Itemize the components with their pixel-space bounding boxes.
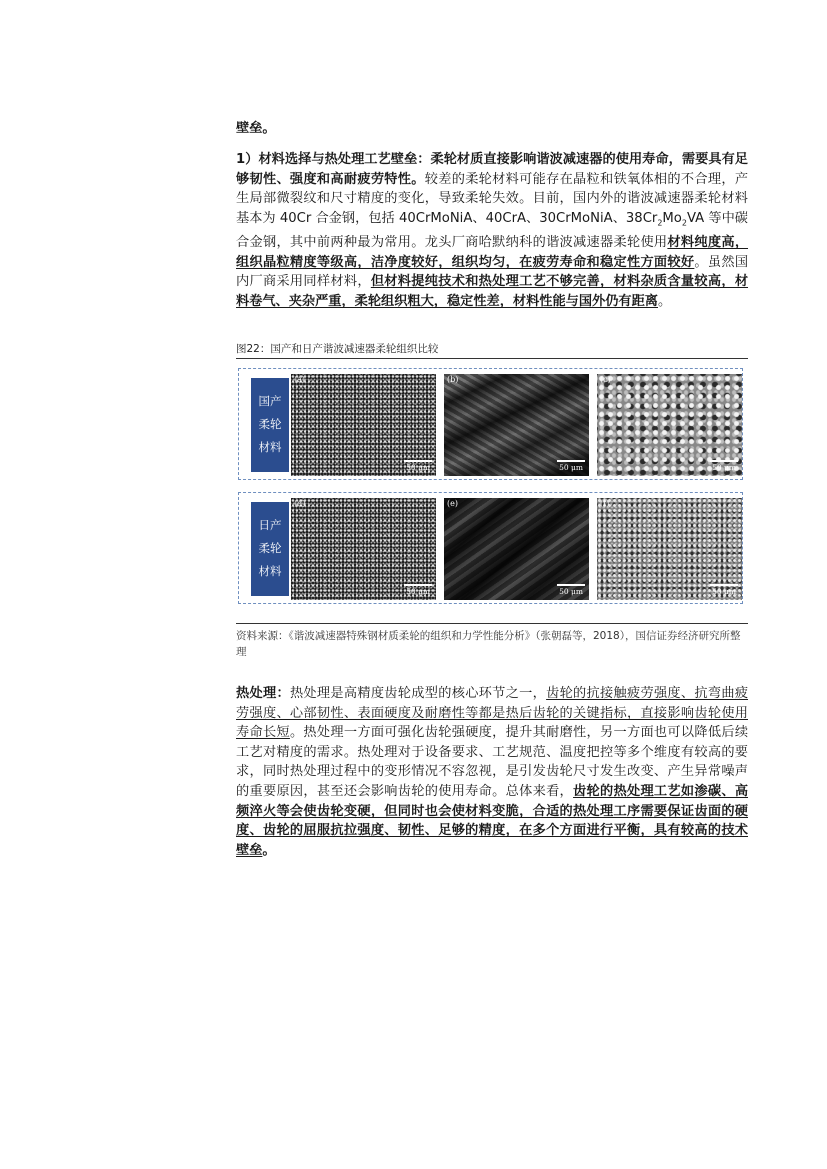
figure-source: 资料来源：《谐波减速器特殊钢材质柔轮的组织和力学性能分析》（张朝磊等，2018），国信证券经济研究所整理: [236, 630, 741, 658]
body-text: 。: [262, 842, 276, 858]
panel-tag: (f): [600, 499, 610, 508]
scale-bar: 50 μm: [712, 587, 736, 596]
domestic-group: [238, 368, 743, 480]
panel-tag: (d): [294, 499, 306, 508]
emphasis-text: 材料纯度高，组织晶粒精度等级高，洁净度较好，组织均匀，在疲劳寿命和稳定性方面较好: [236, 235, 749, 270]
subscript: 2: [681, 218, 687, 228]
micrograph-a: [291, 374, 436, 476]
panel-tag: (e): [447, 499, 458, 508]
material-paragraph: [236, 150, 748, 311]
scale-bar: 50 μm: [712, 463, 736, 472]
body-text: 。热处理一方面可强化齿轮强硬度，提升其耐磨性，另一方面也可以降低后续工艺对精度的需求。热处理对于设备要求、工艺规范、温度把控等多个维度有较高的要求，同时热处理过程中的变形情况不容忽视，是引发齿轮尺寸发生改变、产生异常噪声的重要原因，甚至还会影响齿轮的使用寿命。总体来看，: [236, 725, 749, 799]
caption-rule: [236, 358, 748, 359]
subscript: 2: [657, 218, 663, 228]
scale-bar: 50 μm: [406, 587, 430, 596]
material-heading: 1）材料选择与热处理工艺壁垒：柔轮材质直接影响谐波减速器的使用寿命，需要具有足够韧性、强度和高耐疲劳特性。: [236, 152, 748, 187]
micrograph-b: [444, 374, 589, 476]
micrograph-e: [444, 498, 589, 600]
japanese-group: [238, 492, 743, 604]
label-line: 日产: [258, 518, 282, 532]
continued-text: 壁垒。: [236, 121, 276, 136]
figure-caption: 图22：国产和日产谐波减速器柔轮组织比较: [236, 343, 439, 355]
body-text: VA 等中碳合金钢，其中前两种最为常用。龙头厂商哈默纳科的谐波减速器柔轮使用: [236, 210, 748, 251]
body-text: 。虽然国内厂商采用同样材料，: [236, 254, 749, 290]
body-text: Mo: [662, 210, 682, 226]
panel-tag: (b): [447, 375, 459, 384]
source-rule: [236, 623, 748, 624]
micrograph-f: [597, 498, 742, 600]
scale-bar: 50 μm: [406, 463, 430, 472]
underlined-text: 齿轮的抗接触疲劳强度、抗弯曲疲劳强度、心部韧性、表面硬度及耐磨性等都是热后齿轮的关键指标，直接影响齿轮使用寿命长短: [236, 686, 749, 741]
label-line: 柔轮: [258, 417, 282, 431]
body-text: 。: [658, 293, 672, 309]
panel-tag: (a): [294, 375, 306, 384]
body-text: 热处理是高精度齿轮成型的核心环节之一，: [289, 686, 547, 701]
scale-bar: 50 μm: [559, 587, 583, 596]
label-line: 材料: [258, 440, 282, 454]
label-line: 柔轮: [258, 541, 282, 555]
heat-treatment-paragraph: [236, 684, 748, 860]
panel-tag: (c): [600, 375, 611, 384]
microstructure-figure: [236, 368, 748, 613]
micrograph-d: [291, 498, 436, 600]
body-text: 较差的柔轮材料可能存在晶粒和铁氧体相的不合理，产生局部微裂纹和尺寸精度的变化，导致柔轮失效。目前，国内外的谐波减速器柔轮材料基本为 40Cr 合金钢，包括 40CrMoNiA、40CrA、30CrMoNiA、38Cr: [236, 171, 749, 226]
scale-bar: 50 μm: [559, 463, 583, 472]
label-line: 材料: [258, 564, 282, 578]
group-label: [251, 378, 289, 472]
micrograph-c: [597, 374, 742, 476]
heat-treatment-heading: 热处理：: [236, 686, 290, 701]
label-line: 国产: [258, 394, 282, 408]
emphasis-text: 齿轮的热处理工艺如渗碳、高频淬火等会使齿轮变硬，但同时也会使材料变脆，合适的热处理工序需要保证齿面的硬度、齿轮的屈服抗拉强度、韧性、足够的精度，在多个方面进行平衡，具有较高的技术壁垒: [236, 783, 749, 858]
group-label: [251, 502, 289, 596]
emphasis-text: 但材料提纯技术和热处理工艺不够完善，材料杂质含量较高，材料卷气、夹杂严重，柔轮组织粗大，稳定性差，材料性能与国外仍有距离: [236, 274, 749, 309]
